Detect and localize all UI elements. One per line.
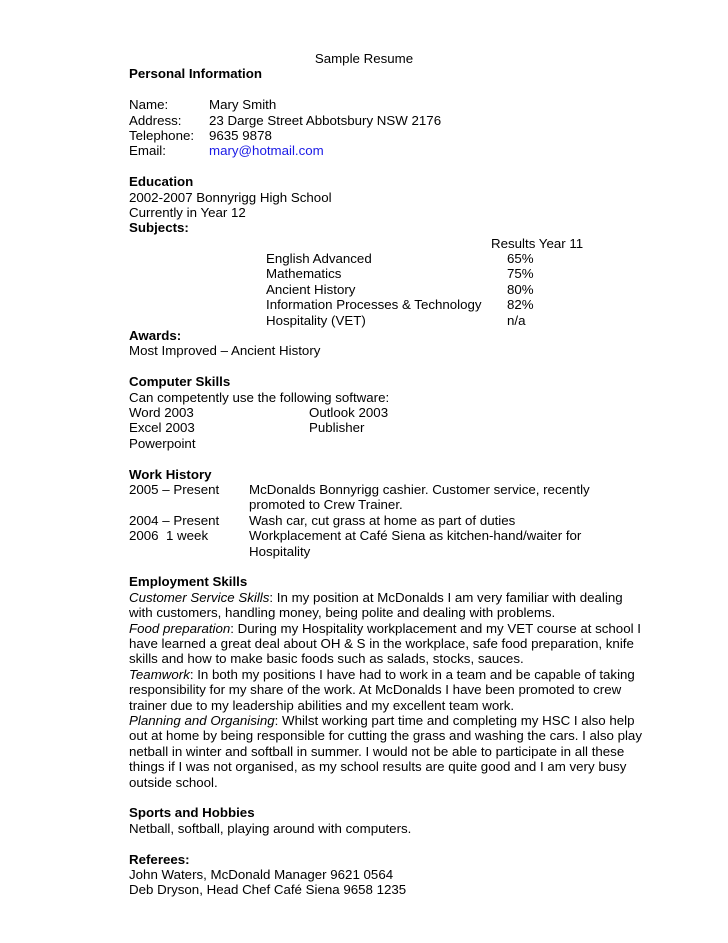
work-desc: McDonalds Bonnyrigg cashier. Customer service, recently promoted to Crew Trainer. [249, 481, 590, 513]
subject-row [129, 297, 649, 312]
subject-score: 80% [507, 281, 534, 297]
subject-name: Mathematics [266, 266, 342, 282]
work-item [129, 513, 649, 528]
software-item: Publisher [309, 420, 365, 436]
subjects-heading: Subjects: [129, 220, 189, 236]
skill-text: : In both my positions I have had to work in a team and be capable of taking responsibility for my share of the work. At McDonalds I have been promoted to crew trainer due to my leadership abilities and my excellent team work. [129, 666, 635, 713]
spacer [129, 559, 649, 574]
results-header: Results Year 11 [491, 235, 584, 251]
resume-page [129, 51, 649, 898]
employment-skill [129, 590, 644, 621]
field-label: Email: [129, 143, 166, 159]
field-name [129, 97, 649, 112]
skill-text: : In my position at McDonalds I am very familiar with dealing with customers, handling money, being polite and dealing with problems. [129, 589, 623, 621]
subject-name: Ancient History [266, 281, 356, 297]
field-value: 9635 9878 [209, 127, 272, 143]
computer-intro: Can competently use the following software: [129, 389, 390, 405]
skill-label: Planning and Organising [129, 713, 275, 728]
spacer [129, 82, 649, 97]
spacer [129, 359, 649, 374]
subject-name: English Advanced [266, 251, 372, 267]
software-row [129, 405, 649, 420]
field-value: 23 Darge Street Abbotsbury NSW 2176 [209, 112, 442, 128]
software-item: Outlook 2003 [309, 404, 389, 420]
work-date: 2006 1 week [129, 528, 209, 544]
skill-label: Customer Service Skills [129, 589, 270, 605]
spacer [129, 790, 649, 805]
software-item: Word 2003 [129, 404, 194, 420]
subject-row [129, 282, 649, 297]
employment-skill [129, 621, 644, 667]
subject-name: Hospitality (VET) [266, 312, 366, 328]
referee-line: John Waters, McDonald Manager 9621 0564 [129, 866, 394, 882]
spacer [129, 159, 649, 174]
software-row [129, 436, 649, 451]
subject-name: Information Processes & Technology [266, 297, 482, 313]
subject-score: 65% [507, 251, 534, 267]
skill-text: : Whilst working part time and completing my HSC I also help out at home by being responsible for cutting the grass and washing the cars. I also play netball in winter and softball in summer. I would not be able to participate in all these things if I was not organised, as my school results are quite good and I am very busy outside school. [129, 713, 642, 790]
education-heading: Education [129, 174, 194, 190]
field-telephone [129, 128, 649, 143]
work-date: 2004 – Present [129, 512, 220, 528]
work-desc: Workplacement at Café Siena as kitchen-hand/waiter for Hospitality [249, 528, 582, 559]
field-label: Address: [129, 112, 182, 128]
subject-score: 75% [507, 266, 534, 282]
work-item [129, 528, 649, 559]
field-value: Mary Smith [209, 97, 277, 113]
subject-row [129, 266, 649, 281]
work-date: 2005 – Present [129, 481, 220, 497]
document-title: Sample Resume [314, 51, 414, 66]
referee-line: Deb Dryson, Head Chef Café Siena 9658 1235 [129, 882, 407, 898]
skill-label: Teamwork [129, 666, 190, 682]
skill-text: : During my Hospitality workplacement and my VET course at school I have learned a great deal about OH & S in the workplace, safe food preparation, knife skills and how to make basic foods such as salads, stocks, sauces. [129, 620, 641, 667]
spacer [129, 451, 649, 466]
subject-row [129, 251, 649, 266]
employment-skill [129, 667, 644, 713]
employment-heading: Employment Skills [129, 574, 248, 590]
education-line: 2002-2007 Bonnyrigg High School [129, 189, 332, 205]
field-address [129, 113, 649, 128]
referees-heading: Referees: [129, 851, 190, 867]
spacer [129, 836, 649, 851]
subject-score: n/a [507, 312, 526, 328]
education-line: Currently in Year 12 [129, 204, 246, 220]
software-row [129, 420, 649, 435]
computer-heading: Computer Skills [129, 374, 231, 390]
skill-label: Food preparation [129, 620, 231, 636]
email-link[interactable]: mary@hotmail.com [209, 143, 324, 159]
awards-text: Most Improved – Ancient History [129, 343, 321, 359]
employment-skill [129, 713, 644, 790]
field-email [129, 143, 649, 158]
personal-heading: Personal Information [129, 66, 262, 82]
work-heading: Work History [129, 466, 212, 482]
software-item: Powerpoint [129, 435, 196, 451]
field-label: Telephone: [129, 127, 195, 143]
subject-score: 82% [507, 297, 534, 313]
software-item: Excel 2003 [129, 420, 195, 436]
sports-heading: Sports and Hobbies [129, 805, 255, 821]
work-item [129, 482, 649, 513]
awards-heading: Awards: [129, 328, 182, 344]
subject-row [129, 313, 649, 328]
sports-text: Netball, softball, playing around with computers. [129, 820, 412, 836]
work-desc: Wash car, cut grass at home as part of duties [249, 512, 516, 528]
field-label: Name: [129, 97, 169, 113]
